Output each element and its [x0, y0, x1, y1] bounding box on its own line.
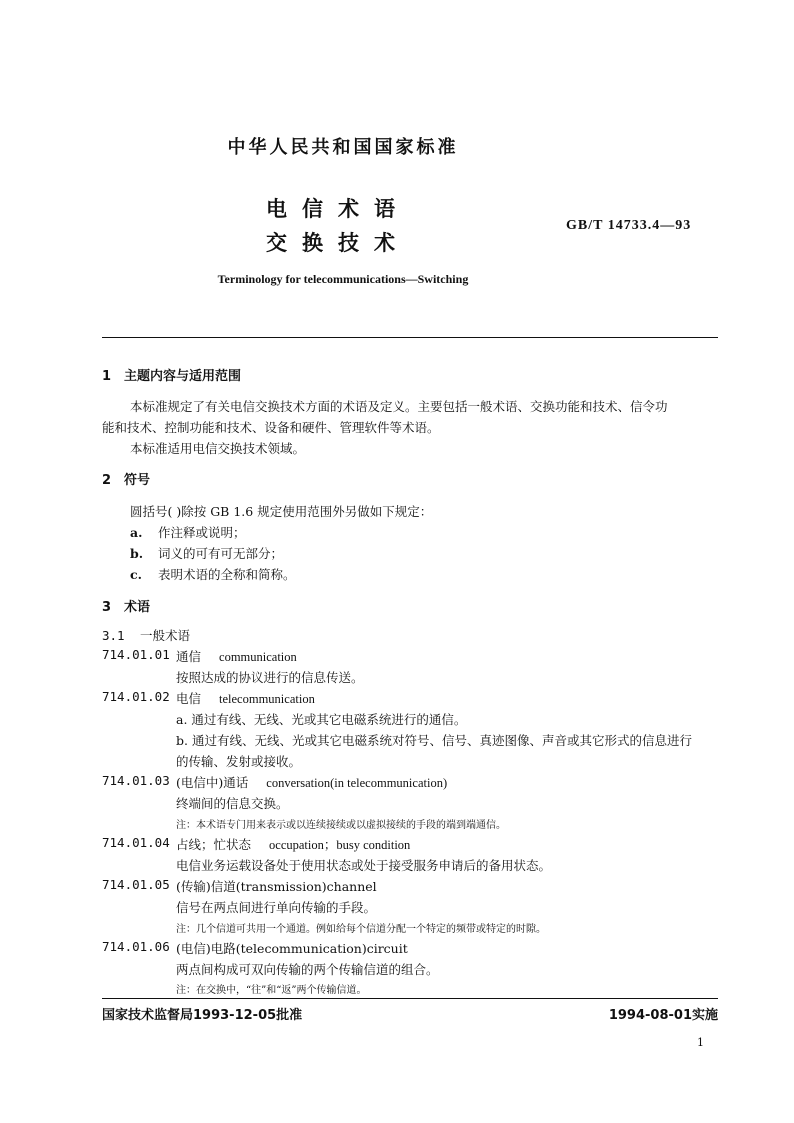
- term-definition-a: a. 通过有线、无线、光或其它电磁系统进行的通信。: [176, 712, 467, 727]
- term-definition: 信号在两点间进行单向传输的手段。: [176, 900, 377, 915]
- term-zh: (电信中)通话: [176, 775, 249, 790]
- list-text: 作注释或说明；: [158, 525, 246, 540]
- list-label: c.: [130, 567, 142, 582]
- section-2-heading: [102, 469, 150, 488]
- footer-divider: [102, 998, 718, 999]
- term-note: 注：在交换中，“往”和“返”两个传输信道。: [176, 985, 367, 996]
- term-heading: [176, 877, 377, 895]
- section-title: 符号: [124, 473, 151, 488]
- term-number: 714.01.03: [102, 773, 170, 788]
- term-definition: 两点间构成可双向传输的两个传输信道的组合。: [176, 962, 439, 977]
- approval-line: 国家技术监督局1993-12-05批准: [102, 1008, 303, 1023]
- subsection-number: 3.1: [102, 628, 125, 643]
- subsection-title: 一般术语: [140, 628, 191, 643]
- term-number: 714.01.04: [102, 835, 170, 850]
- term-number: 714.01.01: [102, 647, 170, 662]
- term-definition-b-cont: 的传输、发射或接收。: [176, 754, 302, 769]
- section-1-scope: 本标准适用电信交换技术领域。: [130, 441, 306, 456]
- section-3-heading: [102, 596, 150, 615]
- term-zh: (电信)电路(telecommunication)circuit: [176, 941, 408, 956]
- list-text: 词义的可有可无部分；: [158, 546, 284, 561]
- term-heading: [176, 647, 297, 665]
- term-number: 714.01.06: [102, 939, 170, 954]
- list-item: [130, 523, 246, 541]
- term-number: 714.01.05: [102, 877, 170, 892]
- header-divider: [102, 337, 718, 338]
- term-definition: 电信业务运载设备处于使用状态或处于接受服务申请后的备用状态。: [176, 858, 552, 873]
- term-zh: 占线；忙状态: [176, 837, 252, 852]
- term-note: 注：本术语专门用来表示或以连续接续或以虚拟接续的手段的端到端通信。: [176, 820, 506, 831]
- term-zh: (传输)信道(transmission)channel: [176, 879, 377, 894]
- page-number: 1: [697, 1036, 704, 1049]
- term-note: 注：几个信道可共用一个通道。例如给每个信道分配一个特定的频带或特定的时隙。: [176, 924, 546, 935]
- section-title: 主题内容与适用范围: [124, 369, 242, 384]
- term-en: telecommunication: [219, 692, 315, 706]
- section-2-intro: 圆括号( )除按 GB 1.6 规定使用范围外另做如下规定：: [130, 504, 433, 519]
- document-title-line2: 交换技术: [266, 231, 410, 255]
- subsection-heading: [102, 626, 190, 644]
- list-text: 表明术语的全称和简称。: [158, 567, 296, 582]
- term-heading: [176, 773, 447, 791]
- list-label: b.: [130, 546, 144, 561]
- section-number: 1: [102, 369, 112, 384]
- term-number: 714.01.02: [102, 689, 170, 704]
- term-definition: 终端间的信息交换。: [176, 796, 289, 811]
- term-en: conversation(in telecommunication): [266, 776, 448, 790]
- term-zh: 电信: [176, 691, 202, 706]
- term-en: communication: [219, 650, 297, 664]
- implementation-date: 1994-08-01实施: [608, 1008, 718, 1023]
- section-1-paragraph-line2: 能和技术、控制功能和技术、设备和硬件、管理软件等术语。: [102, 420, 440, 435]
- list-label: a.: [130, 525, 143, 540]
- term-zh: 通信: [176, 649, 202, 664]
- list-item: [130, 565, 296, 583]
- section-1-heading: [102, 365, 241, 384]
- english-title: Terminology for telecommunications—Switching: [217, 272, 469, 286]
- section-number: 3: [102, 600, 112, 615]
- section-title: 术语: [124, 600, 151, 615]
- national-standard-heading: 中华人民共和国国家标准: [227, 137, 459, 158]
- section-number: 2: [102, 473, 112, 488]
- term-definition-b: b. 通过有线、无线、光或其它电磁系统对符号、信号、真迹图像、声音或其它形式的信息进行: [176, 733, 692, 748]
- term-heading: [176, 835, 410, 853]
- list-item: [130, 544, 283, 562]
- document-title-line1: 电信术语: [266, 197, 410, 221]
- term-definition: 按照达成的协议进行的信息传送。: [176, 670, 364, 685]
- standard-code: GB/T 14733.4—93: [566, 218, 692, 233]
- term-heading: [176, 689, 315, 707]
- section-1-paragraph-line1: 本标准规定了有关电信交换技术方面的术语及定义。主要包括一般术语、交换功能和技术、信令功: [130, 399, 668, 414]
- term-heading: [176, 939, 408, 957]
- term-en: occupation；busy condition: [269, 838, 411, 852]
